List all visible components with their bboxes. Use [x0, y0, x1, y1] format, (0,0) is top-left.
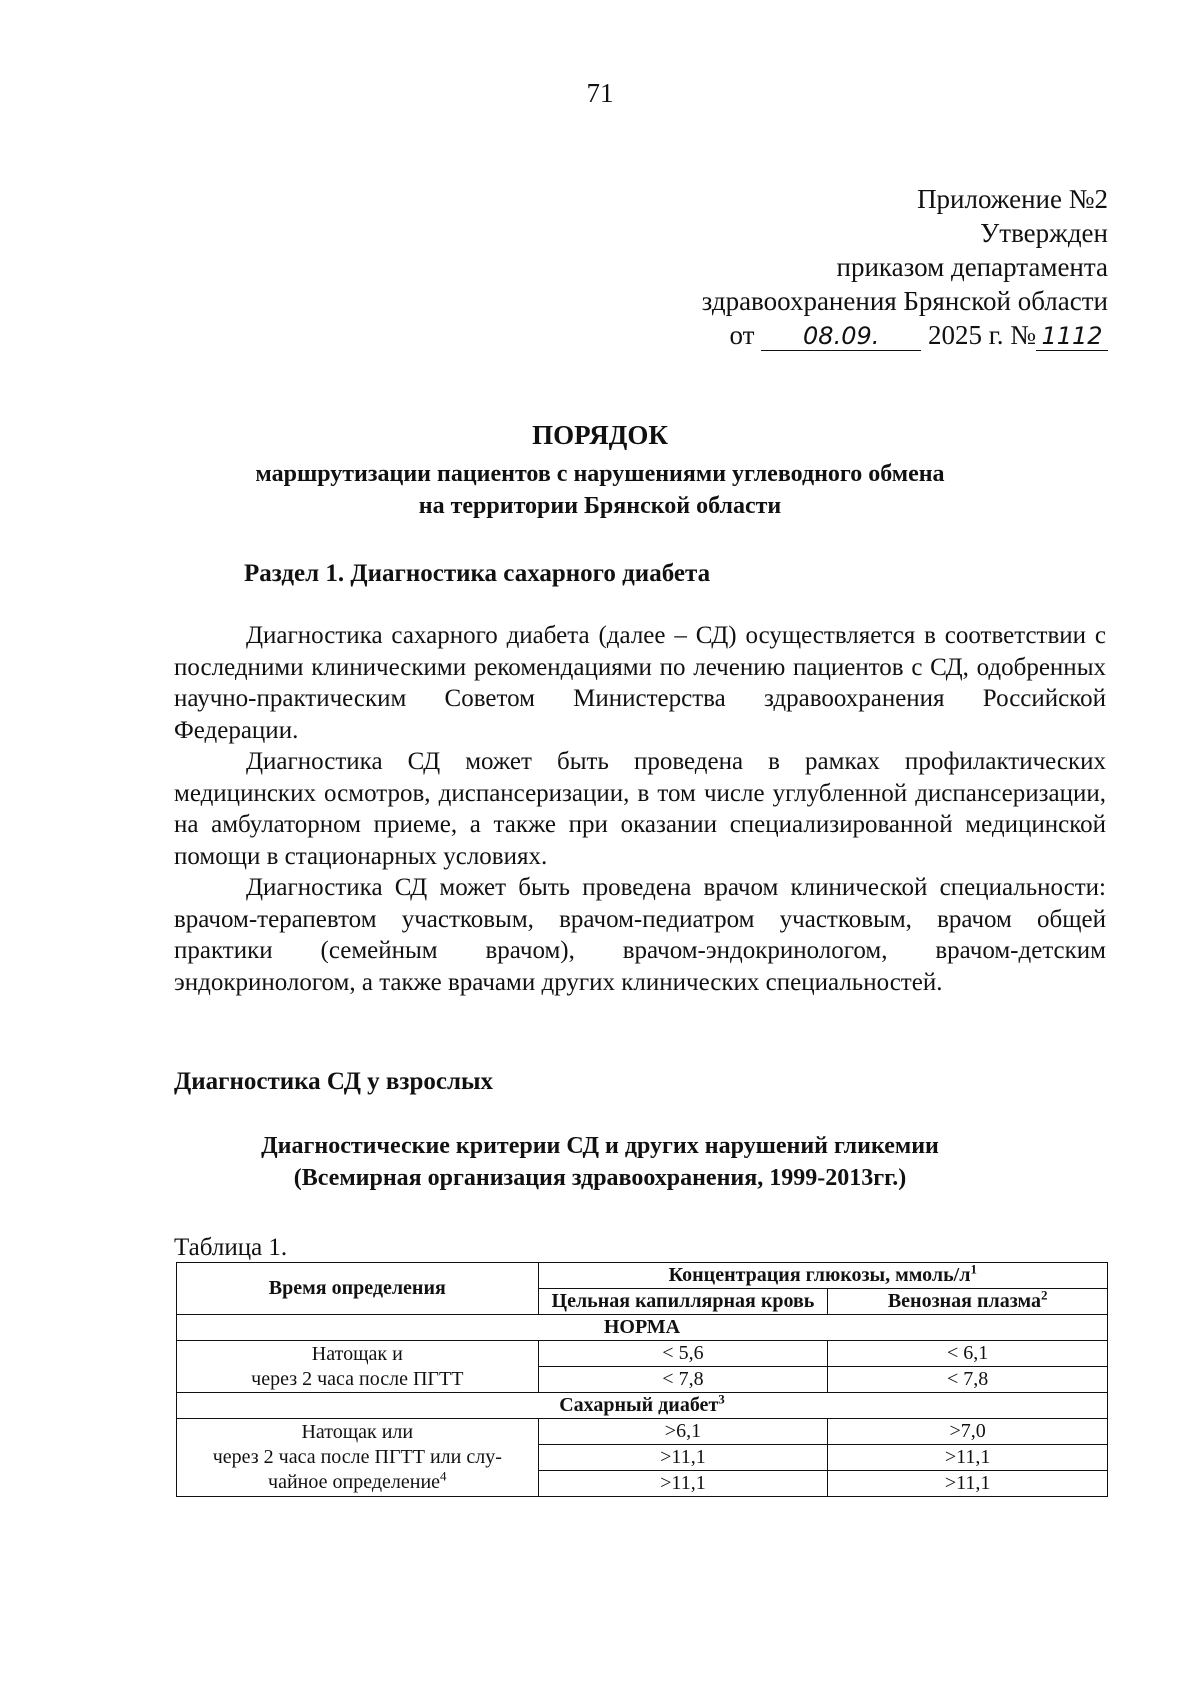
paragraph-3: Диагностика СД может быть проведена врачом клинической специальности: врачом-терапевтом участковым, врачом-педиатром участковым, врачом общей практики (семейным врачом), врачом-эндокринологом, врачом-детским эндокринологом, а также врачами других клинических специальностей. — [174, 874, 1106, 996]
adults-heading: Диагностика СД у взрослых — [174, 1068, 494, 1095]
table-row — [177, 1419, 1108, 1445]
paragraph-2: Диагностика СД может быть проведена в рамках профилактических медицинских осмотров, диспансеризации, в том числе углубленной диспансеризации, на амбулаторном приеме, а также при оказании специализированной медицинской помощи в стационарных условиях. — [174, 748, 1106, 870]
document-title: ПОРЯДОК — [532, 420, 668, 450]
subtitle-line-1: маршрутизации пациентов с нарушениями углеводного обмена — [255, 461, 945, 487]
diabetes-time-cell: Натощак или через 2 часа после ПГТТ или слу- чайное определение$^4$ — [177, 1419, 539, 1497]
approval-order: приказом департамента — [836, 252, 1108, 282]
section-diabetes: Сахарный диабет$^3$ — [177, 1393, 1108, 1419]
header-concentration: Концентрация глюкозы, ммоль/$л^1$ — [538, 1263, 1107, 1289]
section-row-norm — [177, 1315, 1108, 1341]
cell-capillary: >11,1 — [538, 1445, 828, 1471]
approval-appendix: Приложение №2 — [917, 184, 1108, 214]
cell-venous: >11,1 — [828, 1445, 1108, 1471]
header-venous: Венозная плазма$^2$ — [828, 1289, 1108, 1315]
section-heading: Раздел 1. Диагностика сахарного диабета — [244, 560, 711, 587]
cell-venous: < 7,8 — [828, 1367, 1108, 1393]
section-norm: НОРМА — [177, 1315, 1108, 1341]
table-row — [177, 1341, 1108, 1367]
cell-capillary: < 5,6 — [538, 1341, 828, 1367]
approval-department: здравоохранения Брянской области — [701, 286, 1108, 316]
approval-from: от — [729, 320, 755, 350]
table-header-row — [177, 1263, 1108, 1289]
header-time: Время определения — [177, 1263, 539, 1315]
handwritten-number: 1112 — [1036, 322, 1108, 351]
cell-venous: >7,0 — [828, 1419, 1108, 1445]
cell-venous: < 6,1 — [828, 1341, 1108, 1367]
handwritten-date: 08.09. — [761, 322, 921, 351]
table-title-line-1: Диагностические критерии СД и других нарушений гликемии — [261, 1133, 939, 1159]
subtitle-line-2: на территории Брянской области — [418, 493, 782, 519]
table-title — [0, 1130, 1200, 1194]
table-label: Таблица 1. — [174, 1234, 288, 1261]
cell-capillary: < 7,8 — [538, 1367, 828, 1393]
norm-time-cell: Натощак и через 2 часа после ПГТТ — [177, 1341, 539, 1393]
criteria-table — [176, 1262, 1108, 1497]
cell-capillary: >6,1 — [538, 1419, 828, 1445]
approval-date-line — [702, 318, 1108, 352]
table-title-line-2: (Всемирная организация здравоохранения, 1999-2013гг.) — [293, 1165, 907, 1191]
body-text — [174, 620, 1106, 998]
header-capillary: Цельная капиллярная кровь — [538, 1289, 828, 1315]
section-row-diabetes — [177, 1393, 1108, 1419]
cell-capillary: >11,1 — [538, 1471, 828, 1497]
approval-block — [702, 182, 1108, 352]
approval-year: 2025 г. № — [927, 320, 1036, 350]
cell-venous: >11,1 — [828, 1471, 1108, 1497]
document-subtitle — [0, 458, 1200, 522]
approval-approved: Утвержден — [980, 218, 1108, 248]
page-number: 71 — [586, 78, 614, 108]
paragraph-1: Диагностика сахарного диабета (далее – СД) осуществляется в соответствии с последними клиническими рекомендациями по лечению пациентов с СД, одобренных научно-практическим Советом Министерства здравоохранения Российской Федерации. — [174, 622, 1106, 744]
